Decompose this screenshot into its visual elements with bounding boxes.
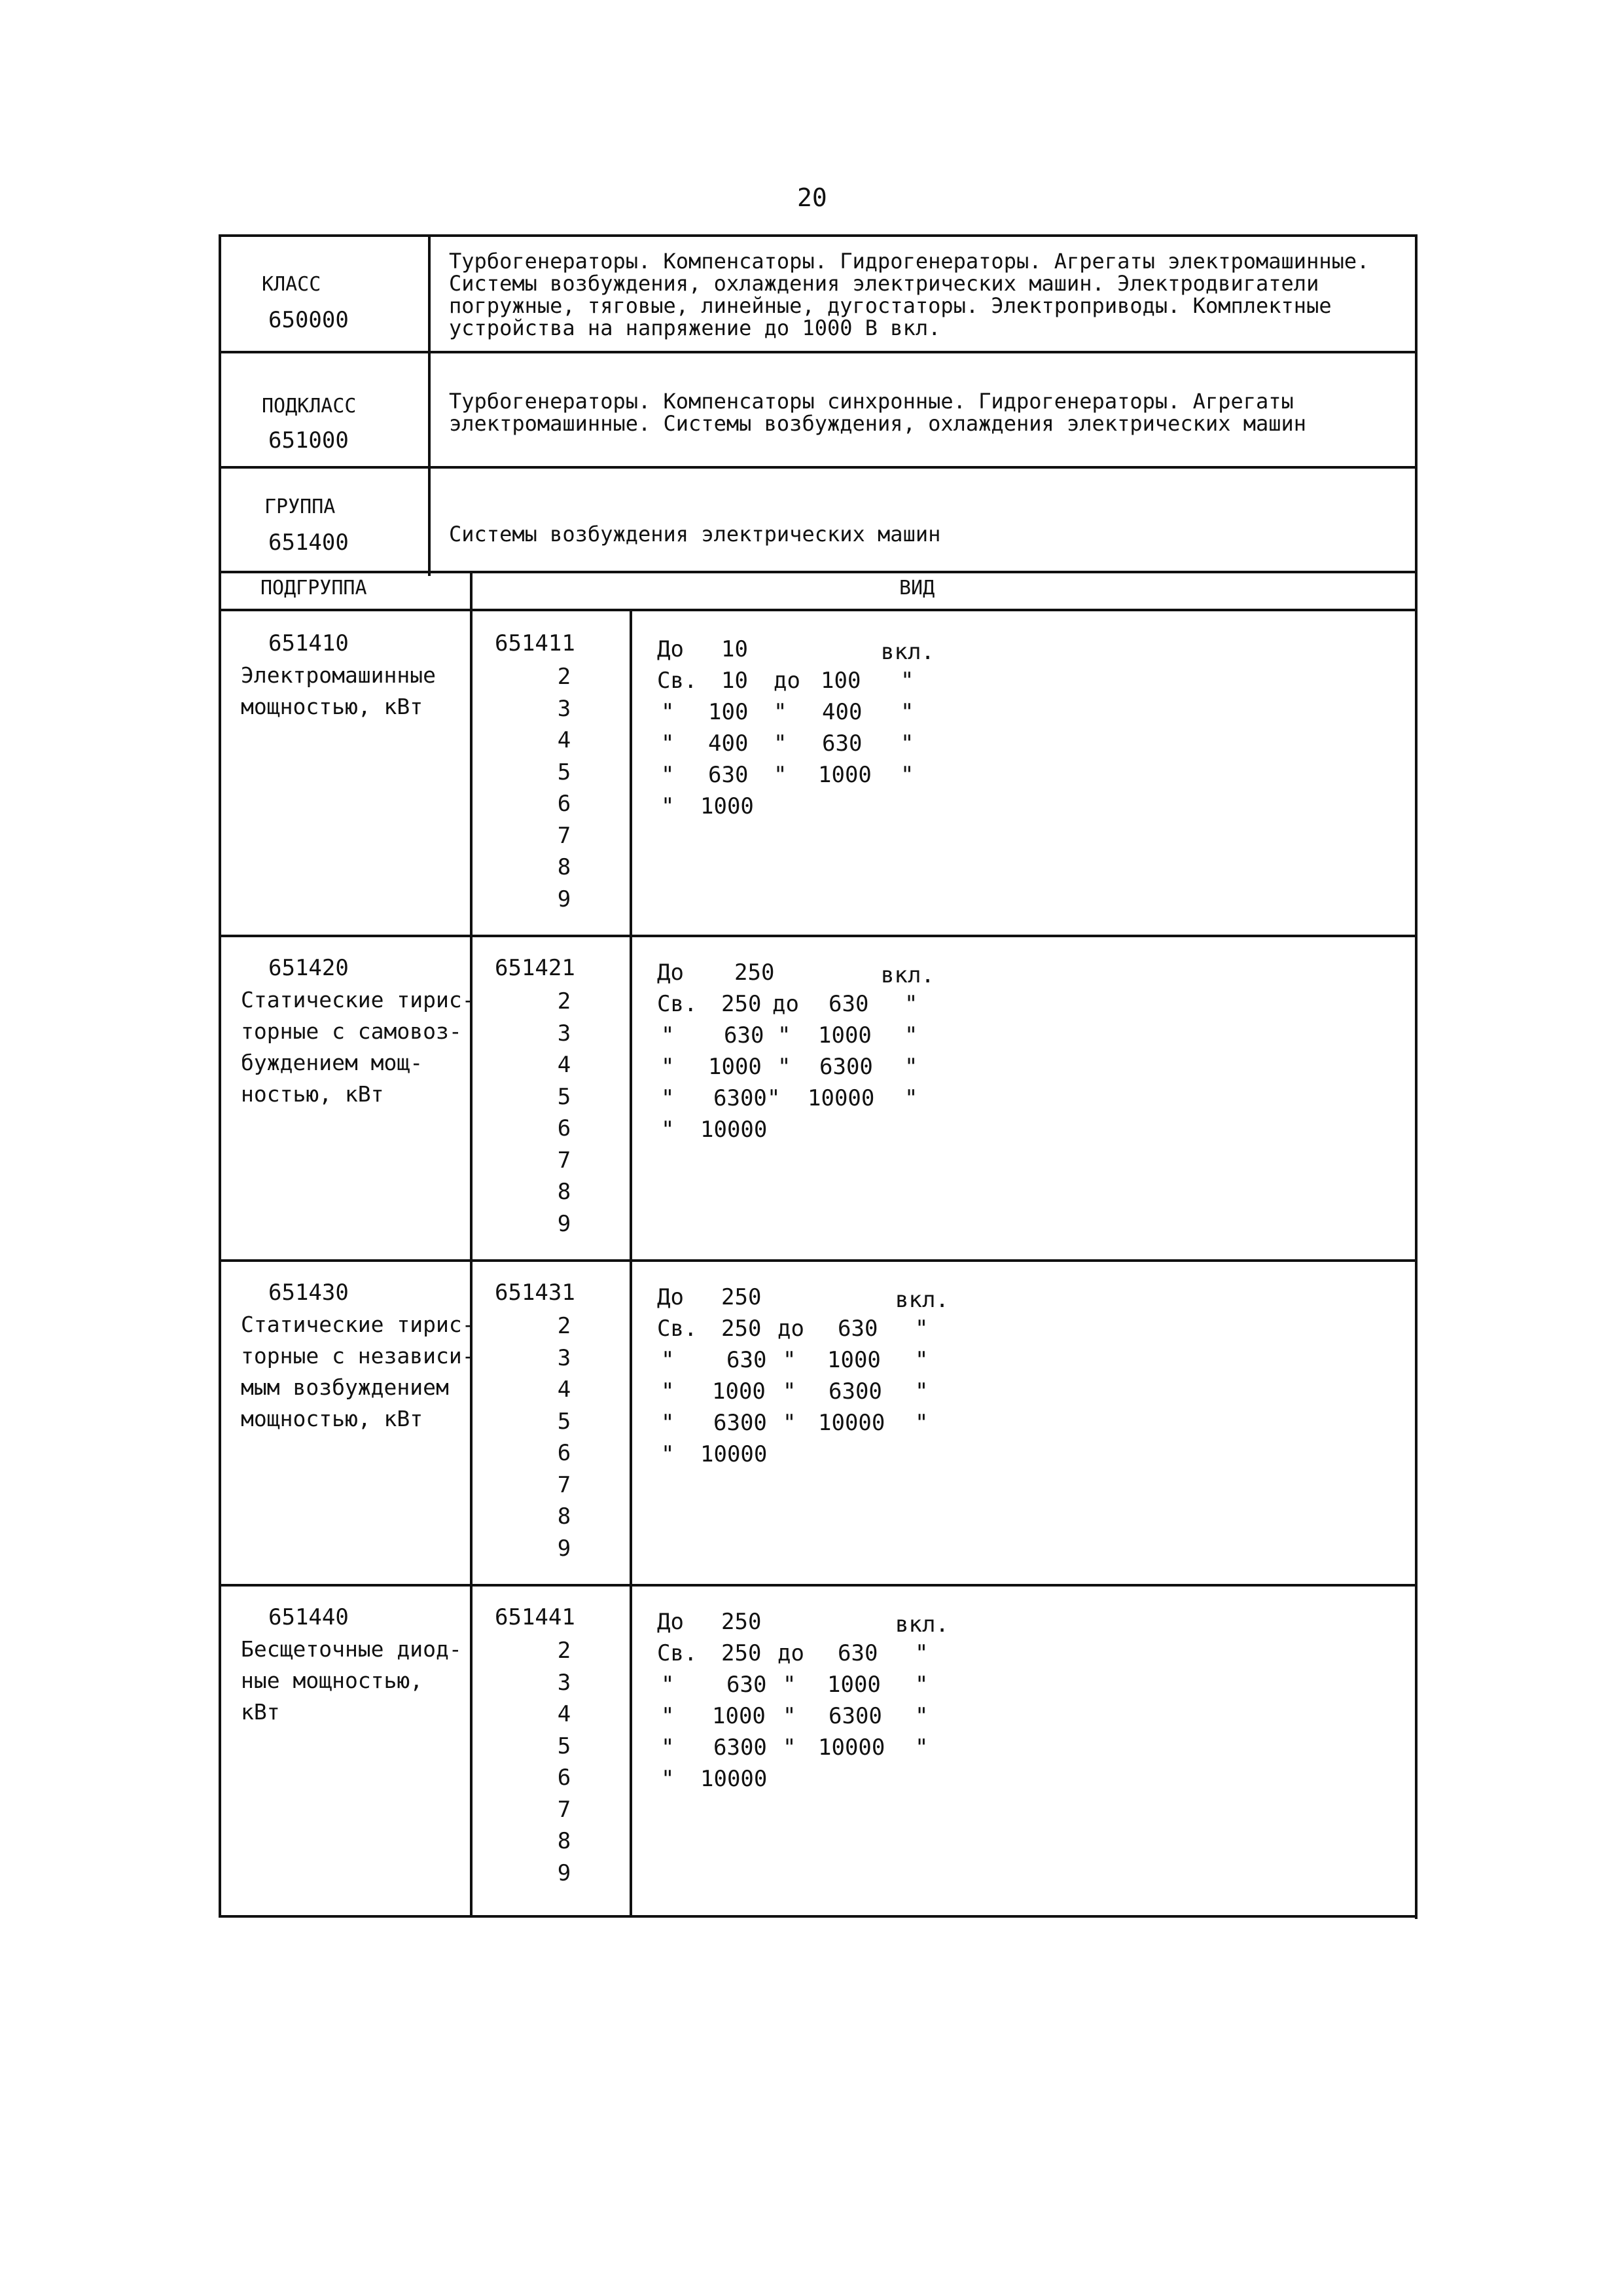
range-to: 100 — [821, 668, 861, 694]
range-conj: до — [774, 668, 800, 694]
range-suffix: вкл. — [895, 1287, 949, 1313]
range-to: 630 — [838, 1316, 878, 1342]
range-from: 10 — [721, 636, 748, 662]
view-first-code: 651441 — [495, 1604, 575, 1630]
section-divider-3 — [219, 1584, 1418, 1587]
range-from: 250 — [721, 1609, 762, 1635]
range-prefix: " — [661, 1441, 675, 1467]
range-prefix: " — [661, 1117, 675, 1143]
range-to: 630 — [822, 730, 863, 757]
view-first-code: 651411 — [495, 630, 575, 656]
view-number: 6 — [557, 1115, 571, 1141]
range-from: 1000 — [712, 1703, 766, 1729]
range-from: 630 — [726, 1672, 767, 1698]
group-code: 651400 — [268, 529, 349, 556]
view-number: 8 — [557, 1179, 571, 1205]
group-description: Системы возбуждения электрических машин — [449, 522, 941, 547]
range-to: 6300 — [829, 1703, 882, 1729]
range-to: 1000 — [827, 1672, 881, 1698]
subgroup-code: 651430 — [268, 1280, 349, 1306]
view-number-list — [525, 986, 603, 1240]
range-from: 630 — [724, 1022, 764, 1049]
range-to: 630 — [829, 991, 869, 1017]
range-from: 10 — [721, 668, 748, 694]
view-number: 7 — [557, 822, 571, 849]
range-conj: " — [774, 699, 787, 725]
view-number: 8 — [557, 1503, 571, 1530]
range-from: 6300 — [713, 1085, 767, 1111]
range-from: 250 — [721, 1640, 762, 1666]
range-prefix: " — [661, 1766, 675, 1792]
header-row-divider-3 — [219, 571, 1418, 573]
subgroup-desc-line: буждением мощ- — [241, 1050, 423, 1075]
view-number: 2 — [557, 1638, 571, 1664]
view-number: 4 — [557, 1701, 571, 1727]
subclass-code: 651000 — [268, 427, 349, 454]
view-number-list — [525, 661, 603, 915]
range-suffix: " — [904, 1022, 918, 1049]
range-from: 250 — [721, 1284, 762, 1310]
range-prefix: " — [661, 1378, 675, 1405]
range-to: 1000 — [818, 1022, 872, 1049]
page-number: 20 — [797, 183, 827, 212]
range-suffix: " — [915, 1703, 929, 1729]
section-divider-1 — [219, 935, 1418, 937]
range-suffix: " — [901, 762, 914, 788]
header-border-left — [219, 234, 221, 576]
view-number: 7 — [557, 1471, 571, 1498]
range-suffix: " — [915, 1672, 929, 1698]
subgroup-code: 651420 — [268, 955, 349, 981]
table-col-divider-1 — [470, 571, 473, 1918]
class-code: 650000 — [268, 307, 349, 333]
range-suffix: " — [915, 1640, 929, 1666]
subgroup-desc-line: Бесщеточные диод- — [241, 1636, 462, 1662]
subgroup-desc-line: ные мощностью, — [241, 1668, 423, 1693]
table-col-divider-2 — [630, 609, 632, 1918]
range-conj: до — [777, 1640, 804, 1666]
range-from: 250 — [734, 960, 775, 986]
view-number: 4 — [557, 1052, 571, 1078]
subgroup-desc-line: мощностью, кВт — [241, 694, 423, 719]
range-prefix: " — [661, 762, 675, 788]
range-from: 6300 — [713, 1410, 767, 1436]
view-number: 5 — [557, 1732, 571, 1759]
range-suffix: " — [915, 1734, 929, 1761]
table-border-right — [1415, 571, 1418, 1919]
range-suffix: " — [901, 699, 914, 725]
range-from: 630 — [708, 762, 749, 788]
range-from: 250 — [721, 1316, 762, 1342]
view-number: 9 — [557, 1535, 571, 1562]
range-prefix: Св. — [657, 991, 698, 1017]
view-first-code: 651431 — [495, 1280, 575, 1306]
range-suffix: " — [904, 1085, 918, 1111]
subgroup-desc-line: Электромашинные — [241, 662, 437, 688]
view-number: 4 — [557, 727, 571, 753]
column-header-view: ВИД — [899, 577, 935, 600]
section-divider-2 — [219, 1259, 1418, 1262]
table-border-bottom — [219, 1915, 1418, 1918]
subgroup-code: 651440 — [268, 1604, 349, 1630]
range-to: 1000 — [827, 1347, 881, 1373]
range-conj: до — [772, 991, 799, 1017]
range-conj: " — [777, 1022, 791, 1049]
range-suffix: " — [904, 991, 918, 1017]
range-to: 400 — [822, 699, 863, 725]
subgroup-desc-line: Статические тирис- — [241, 987, 475, 1013]
subgroup-desc-line: торные с независи- — [241, 1343, 475, 1369]
range-from: 400 — [708, 730, 749, 757]
group-label: ГРУППА — [264, 495, 336, 518]
range-from: 10000 — [700, 1766, 768, 1792]
range-to: 6300 — [819, 1054, 873, 1080]
range-suffix: " — [901, 668, 914, 694]
range-prefix: " — [661, 1410, 675, 1436]
view-number: 9 — [557, 886, 571, 912]
range-prefix: Св. — [657, 1640, 698, 1666]
view-number: 9 — [557, 1859, 571, 1886]
view-number: 3 — [557, 1669, 571, 1696]
range-prefix: " — [661, 699, 675, 725]
view-number: 7 — [557, 1796, 571, 1823]
view-number: 5 — [557, 759, 571, 785]
range-conj: " — [783, 1410, 796, 1436]
range-prefix: Св. — [657, 1316, 698, 1342]
view-number: 4 — [557, 1376, 571, 1403]
range-conj: " — [777, 1054, 791, 1080]
view-number: 2 — [557, 664, 571, 690]
view-number: 7 — [557, 1147, 571, 1174]
range-suffix: вкл. — [881, 639, 935, 665]
view-number: 3 — [557, 1344, 571, 1371]
view-number: 5 — [557, 1083, 571, 1110]
class-label: КЛАСС — [262, 273, 321, 296]
subgroup-desc-line: торные с самовоз- — [241, 1018, 462, 1044]
header-border-top — [219, 234, 1418, 237]
range-conj: " — [783, 1347, 796, 1373]
range-conj: " — [783, 1672, 796, 1698]
view-number: 8 — [557, 1828, 571, 1854]
view-number: 5 — [557, 1408, 571, 1435]
subgroup-desc-line: мощностью, кВт — [241, 1406, 423, 1431]
range-prefix: " — [661, 793, 675, 819]
header-divider-vertical — [428, 234, 431, 576]
range-to: 10000 — [818, 1410, 885, 1436]
table-border-left — [219, 571, 221, 1918]
range-from: 1000 — [700, 793, 754, 819]
column-header-subgroup: ПОДГРУППА — [260, 577, 367, 600]
range-conj: " — [783, 1703, 796, 1729]
range-from: 100 — [708, 699, 749, 725]
range-prefix: " — [661, 1672, 675, 1698]
class-description: Турбогенераторы. Компенсаторы. Гидрогенераторы. Агрегаты электромашинные. Системы возбуждения, охлаждения электрических машин. Электродвигатели погружные, тяговые, линейные, дугостаторы. Электроприводы. Комплектные устройства на напряжение до 1000 В вкл. — [449, 249, 1370, 340]
range-conj: " — [783, 1734, 796, 1761]
range-suffix: вкл. — [881, 962, 935, 988]
range-suffix: " — [901, 730, 914, 757]
range-conj: " — [774, 762, 787, 788]
range-from: 630 — [726, 1347, 767, 1373]
range-from: 10000 — [700, 1117, 768, 1143]
range-from: 1000 — [708, 1054, 762, 1080]
range-conj: " — [783, 1378, 796, 1405]
header-row-divider-1 — [219, 351, 1418, 353]
range-to: 10000 — [818, 1734, 885, 1761]
view-number-list — [525, 1310, 603, 1564]
range-to: 6300 — [829, 1378, 882, 1405]
range-from: 1000 — [712, 1378, 766, 1405]
table-header-divider — [219, 609, 1418, 611]
range-suffix: " — [904, 1054, 918, 1080]
range-prefix: " — [661, 1022, 675, 1049]
range-to: 630 — [838, 1640, 878, 1666]
range-from: 10000 — [700, 1441, 768, 1467]
range-suffix: вкл. — [895, 1611, 949, 1638]
subgroup-code: 651410 — [268, 630, 349, 656]
range-prefix: До — [657, 636, 684, 662]
range-to: 10000 — [808, 1085, 875, 1111]
view-number: 9 — [557, 1210, 571, 1237]
view-number: 6 — [557, 1765, 571, 1791]
range-from: 6300 — [713, 1734, 767, 1761]
range-suffix: " — [915, 1378, 929, 1405]
range-prefix: " — [661, 1347, 675, 1373]
subgroup-desc-line: кВт — [241, 1699, 280, 1725]
view-number: 2 — [557, 988, 571, 1014]
range-conj: " — [767, 1085, 781, 1111]
subclass-description: Турбогенераторы. Компенсаторы синхронные. Гидрогенераторы. Агрегаты электромашинные. Системы возбуждения, охлаждения электрических машин — [449, 389, 1307, 436]
view-number: 2 — [557, 1313, 571, 1339]
view-number: 6 — [557, 1440, 571, 1466]
range-prefix: До — [657, 1609, 684, 1635]
view-number: 8 — [557, 854, 571, 880]
view-number: 6 — [557, 791, 571, 817]
subgroup-desc-line: ностью, кВт — [241, 1081, 384, 1107]
range-prefix: " — [661, 1703, 675, 1729]
range-prefix: " — [661, 1054, 675, 1080]
range-prefix: " — [661, 1085, 675, 1111]
range-prefix: " — [661, 730, 675, 757]
subgroup-desc-line: Статические тирис- — [241, 1312, 475, 1337]
range-prefix: До — [657, 1284, 684, 1310]
range-from: 250 — [721, 991, 762, 1017]
header-row-divider-2 — [219, 466, 1418, 469]
range-prefix: " — [661, 1734, 675, 1761]
view-number: 3 — [557, 695, 571, 722]
view-number: 3 — [557, 1020, 571, 1047]
range-suffix: " — [915, 1410, 929, 1436]
header-border-right — [1415, 234, 1418, 576]
range-prefix: Св. — [657, 668, 698, 694]
range-conj: " — [774, 730, 787, 757]
range-conj: до — [777, 1316, 804, 1342]
view-first-code: 651421 — [495, 955, 575, 981]
range-to: 1000 — [818, 762, 872, 788]
subgroup-desc-line: мым возбуждением — [241, 1374, 449, 1400]
range-suffix: " — [915, 1347, 929, 1373]
range-prefix: До — [657, 960, 684, 986]
subclass-label: ПОДКЛАСС — [262, 395, 357, 418]
range-suffix: " — [915, 1316, 929, 1342]
view-number-list — [525, 1635, 603, 1889]
